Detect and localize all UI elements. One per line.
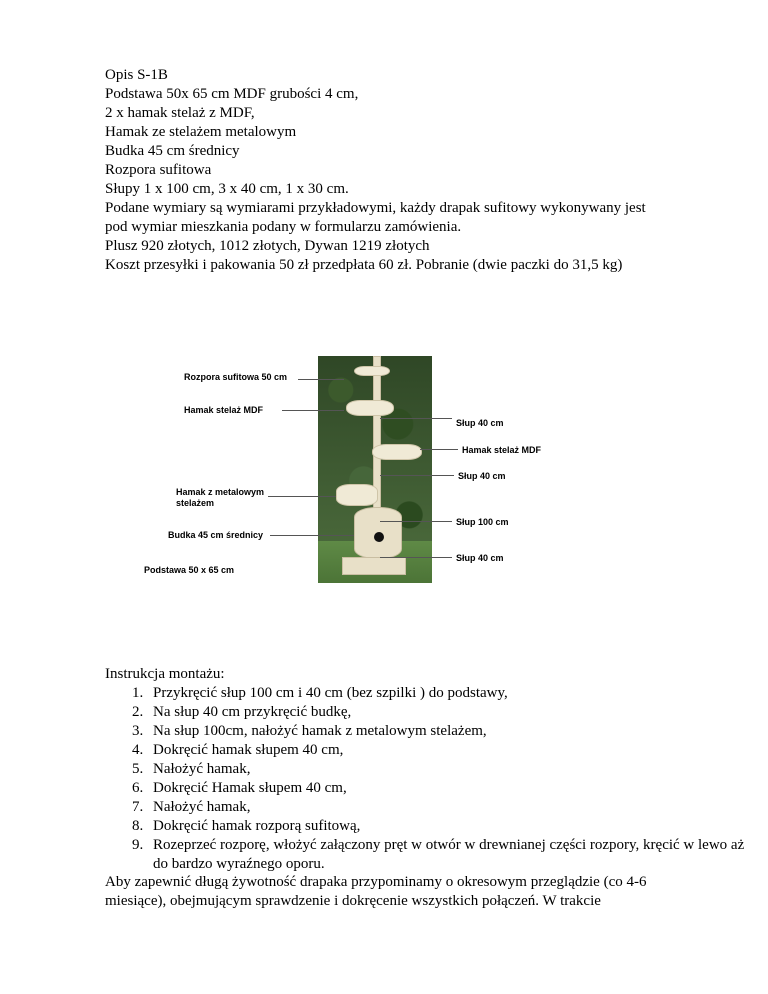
- spec-line: Słupy 1 x 100 cm, 3 x 40 cm, 1 x 30 cm.: [105, 181, 349, 197]
- instruction-step: 7. Nałożyć hamak,: [147, 798, 747, 817]
- cat-tree-photo: [318, 356, 432, 583]
- price-line: Plusz 920 złotych, 1012 złotych, Dywan 1219 złotych: [105, 238, 430, 254]
- base-plate: [342, 557, 406, 575]
- spec-line: Hamak ze stelażem metalowym: [105, 124, 297, 140]
- label-hammock-mdf-right: Hamak stelaż MDF: [462, 445, 542, 455]
- maintenance-paragraph: Aby zapewnić długą żywotność drapaka przypominamy o okresowym przeglądzie (co 4-6 miesiące), obejmującym sprawdzenie i dokręcenie wszystkich połączeń. W trakcie: [105, 874, 647, 909]
- spec-line: pod wymiar mieszkania podany w formularzu zamówienia.: [105, 219, 462, 235]
- label-post-40-c: Słup 40 cm: [456, 553, 504, 563]
- connector-line: [298, 379, 344, 380]
- cat-house-hole: [374, 532, 384, 542]
- connector-line: [420, 449, 458, 450]
- document-title: Opis S-1B: [105, 67, 168, 83]
- label-post-40-a: Słup 40 cm: [456, 418, 504, 428]
- label-post-40-b: Słup 40 cm: [458, 471, 506, 481]
- ceiling-pad: [354, 366, 390, 376]
- spec-line: Budka 45 cm średnicy: [105, 143, 240, 159]
- connector-line: [380, 521, 452, 522]
- hammock-mdf-middle: [372, 444, 422, 460]
- label-base: Podstawa 50 x 65 cm: [144, 565, 235, 575]
- instruction-step: 5. Nałożyć hamak,: [147, 760, 747, 779]
- instructions-list: [105, 684, 747, 874]
- connector-line: [380, 475, 454, 476]
- instruction-step: 4. Dokręcić hamak słupem 40 cm,: [147, 741, 747, 760]
- connector-line: [380, 557, 452, 558]
- spec-line: Podstawa 50x 65 cm MDF grubości 4 cm,: [105, 86, 359, 102]
- label-ceiling-brace: Rozpora sufitowa 50 cm: [184, 372, 288, 382]
- spec-line: Rozpora sufitowa: [105, 162, 212, 178]
- instruction-step: 2. Na słup 40 cm przykręcić budkę,: [147, 703, 747, 722]
- label-post-100: Słup 100 cm: [456, 517, 509, 527]
- connector-line: [268, 496, 336, 497]
- connector-line: [380, 418, 452, 419]
- instructions-heading: Instrukcja montażu:: [105, 666, 225, 682]
- label-metal-hammock-2: stelażem: [176, 498, 215, 508]
- label-metal-hammock-1: Hamak z metalowym: [176, 487, 265, 497]
- label-hammock-mdf-left: Hamak stelaż MDF: [184, 405, 264, 415]
- instruction-step: 8. Dokręcić hamak rozporą sufitową,: [147, 817, 747, 836]
- instruction-step: 1. Przykręcić słup 100 cm i 40 cm (bez szpilki ) do podstawy,: [147, 684, 747, 703]
- label-cat-house: Budka 45 cm średnicy: [168, 530, 264, 540]
- instruction-step: 9. Rozeprzeć rozporę, włożyć załączony pręt w otwór w drewnianej części rozpory, kręcić w lewo aż do bardzo wyraźnego oporu.: [147, 836, 747, 874]
- instruction-step: 3. Na słup 100cm, nałożyć hamak z metalowym stelażem,: [147, 722, 747, 741]
- connector-line: [282, 410, 344, 411]
- instruction-step: 6. Dokręcić Hamak słupem 40 cm,: [147, 779, 747, 798]
- spec-line: Podane wymiary są wymiarami przykładowymi, każdy drapak sufitowy wykonywany jest: [105, 200, 646, 216]
- shipping-line: Koszt przesyłki i pakowania 50 zł przedpłata 60 zł. Pobranie (dwie paczki do 31,5 kg): [105, 257, 623, 273]
- spec-line: 2 x hamak stelaż z MDF,: [105, 105, 255, 121]
- hammock-metal: [336, 484, 378, 506]
- hammock-mdf-top: [346, 400, 394, 416]
- connector-line: [270, 535, 354, 536]
